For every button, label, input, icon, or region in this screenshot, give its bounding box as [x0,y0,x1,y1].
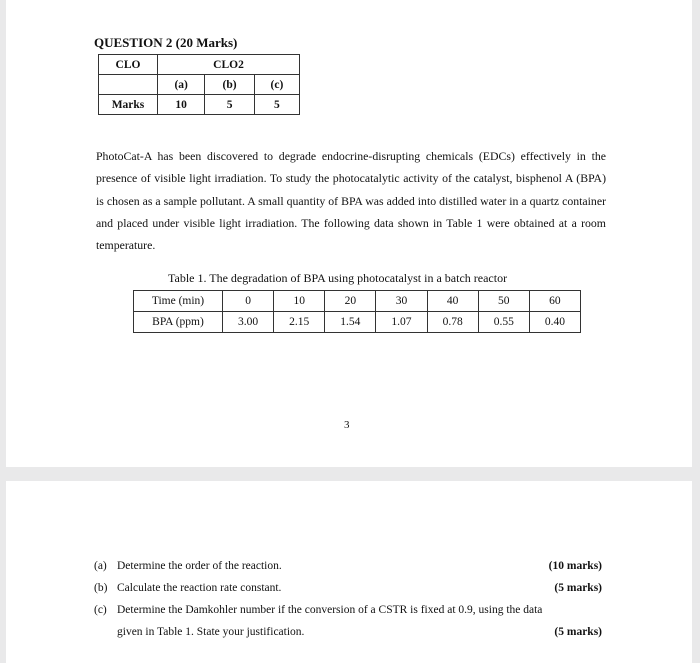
question-a-text: Determine the order of the reaction. [117,560,282,572]
question-c-label: (c) [94,604,107,616]
question-b-text: Calculate the reaction rate constant. [117,582,282,594]
question-title: QUESTION 2 (20 Marks) [94,35,238,50]
intro-paragraph: PhotoCat-A has been discovered to degrade endocrine-disrupting chemicals (EDCs) effectively in the presence of visible light irradiation. To study the photocatalytic activity of the catalyst, bisphenol A (BPA) is chosen as a sample pollutant. A small quantity of BPA was added into distilled water in a quartz container and placed under visible light irradiation. The following data shown in Table 1 were obtained at a room temperature. [96,149,606,253]
marks-a-cell: 10 [158,95,205,115]
marks-b-cell: 5 [205,95,254,115]
time-label-cell: Time (min) [134,291,223,312]
time-cell: 20 [325,291,376,312]
table1-caption: Table 1. The degradation of BPA using photocatalyst in a batch reactor [168,271,508,285]
table-row [134,291,581,312]
question-b-marks: (5 marks) [554,582,602,594]
part-c-header: (c) [254,75,299,95]
question-c-text: Determine the Damkohler number if the conversion of a CSTR is fixed at 0.9, using the data [117,604,543,616]
question-b-label: (b) [94,582,108,594]
page-2 [6,481,692,663]
blank-cell [99,75,158,95]
bpa-cell: 0.55 [478,312,529,333]
time-cell: 10 [274,291,325,312]
clo-label-cell: CLO [99,55,158,75]
bpa-degradation-table [133,290,581,333]
bpa-cell: 3.00 [223,312,274,333]
time-cell: 50 [478,291,529,312]
bpa-cell: 1.54 [325,312,376,333]
marks-label-cell: Marks [99,95,158,115]
bpa-cell: 1.07 [376,312,427,333]
part-a-header: (a) [158,75,205,95]
time-cell: 0 [223,291,274,312]
question-a-label: (a) [94,560,107,572]
part-b-header: (b) [205,75,254,95]
marks-c-cell: 5 [254,95,299,115]
clo-marks-table [98,54,300,115]
bpa-cell: 2.15 [274,312,325,333]
bpa-label-cell: BPA (ppm) [134,312,223,333]
time-cell: 60 [529,291,580,312]
time-cell: 40 [427,291,478,312]
page-1 [6,0,692,467]
question-c-marks: (5 marks) [554,626,602,638]
bpa-cell: 0.40 [529,312,580,333]
question-a-marks: (10 marks) [548,560,602,572]
question-c-continuation: given in Table 1. State your justification. [117,626,305,638]
table-row [134,312,581,333]
page-number: 3 [344,419,350,431]
clo-value-cell: CLO2 [158,55,300,75]
bpa-cell: 0.78 [427,312,478,333]
time-cell: 30 [376,291,427,312]
